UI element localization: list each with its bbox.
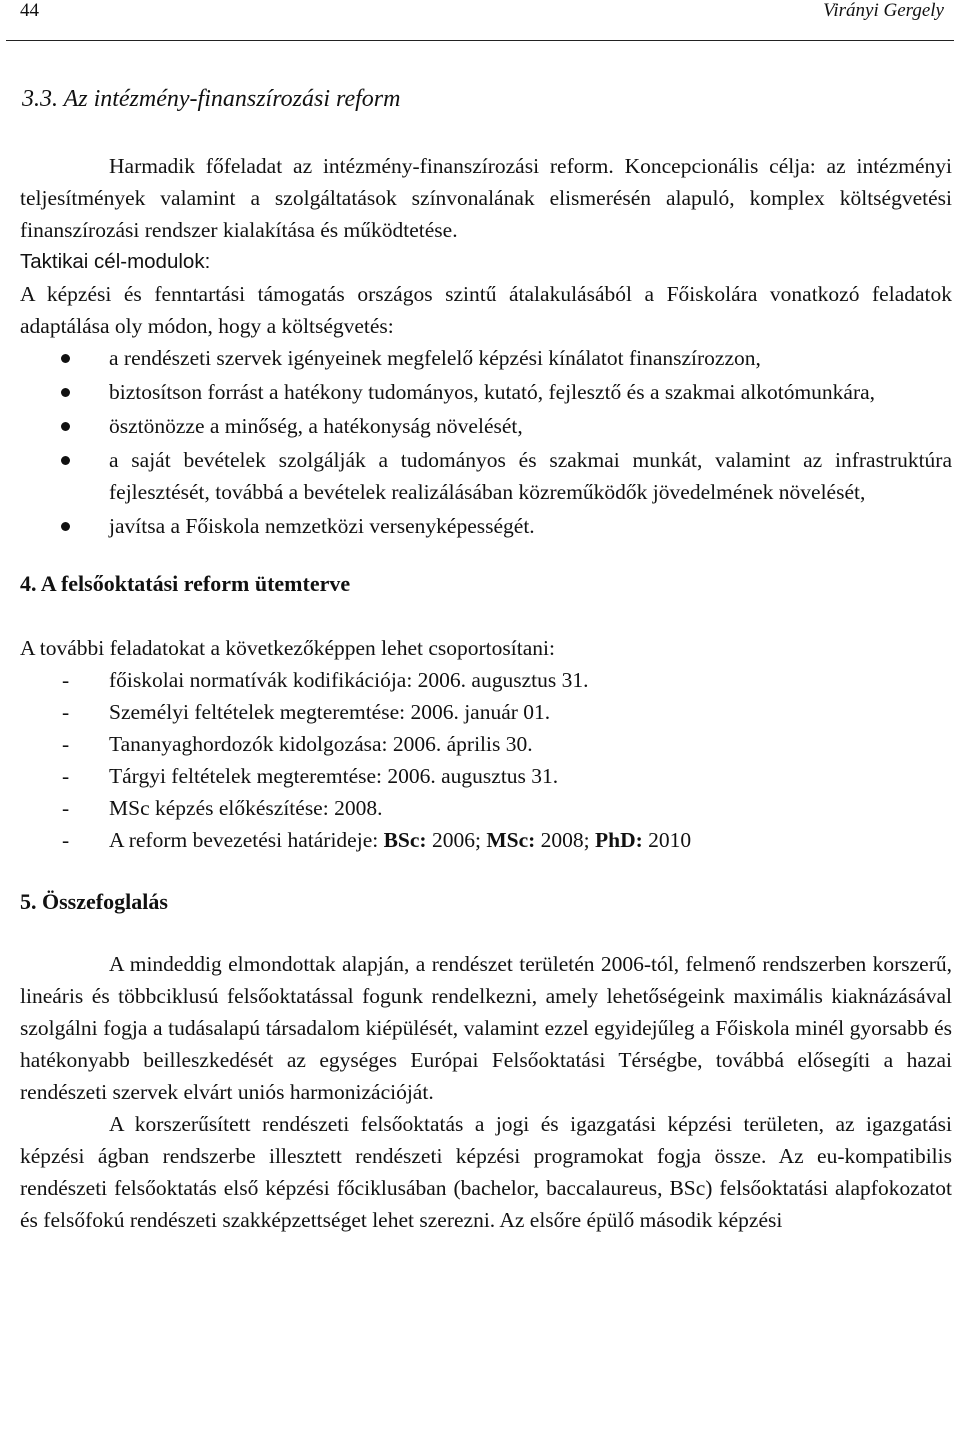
msc-value: 2008; xyxy=(535,828,596,852)
summary-paragraph-2: A korszerűsített rendészeti felsőoktatás a jogi és igazgatási képzési területen, az igazgatási képzési ágban rendszerbe illesztett rendészeti képzési programokat fogja össze. Az eu-kompatibilis rendészeti felsőoktatás első képzési főciklusában (bachelor, baccalaureus, BSc) felsőoktatási alapfokozatot és felsőfokú rendészeti szakképzettséget lehet szerezni. Az elsőre épülő második képzési xyxy=(20,1112,952,1232)
phd-label: PhD: xyxy=(595,828,643,852)
list-item: - Személyi feltételek megteremtése: 2006. január 01. xyxy=(20,696,952,728)
schedule-list xyxy=(20,664,952,856)
body-content xyxy=(20,150,952,1236)
deadline-prefix: A reform bevezetési határideje: xyxy=(109,828,384,852)
list-item: - Tananyaghordozók kidolgozása: 2006. április 30. xyxy=(20,728,952,760)
page-number: 44 xyxy=(20,0,39,21)
tactical-label: Taktikai cél-modulok: xyxy=(20,250,211,273)
list-item: a rendészeti szervek igényeinek megfelelő képzési kínálatot finanszírozzon, xyxy=(20,342,952,374)
tactical-bullet-list xyxy=(20,342,952,542)
reform-intro: A további feladatokat a következőképpen lehet csoportosítani: xyxy=(20,636,555,660)
list-item: a saját bevételek szolgálják a tudományos és szakmai munkát, valamint az infrastruktúra fejlesztését, továbbá a bevételek realizálásában közreműködők jövedelmének növelését, xyxy=(20,444,952,508)
phd-value: 2010 xyxy=(642,828,692,852)
list-item: ösztönözze a minőség, a hatékonyság növelését, xyxy=(20,410,952,442)
msc-label: MSc: xyxy=(486,828,536,852)
page-header xyxy=(20,0,944,26)
list-item: javítsa a Főiskola nemzetközi versenyképességét. xyxy=(20,510,952,542)
list-item: - MSc képzés előkészítése: 2008. xyxy=(20,792,952,824)
list-item: biztosítson forrást a hatékony tudományos, kutató, fejlesztő és a szakmai alkotómunkára, xyxy=(20,376,952,408)
summary-heading: 5. Összefoglalás xyxy=(20,889,168,914)
bsc-label: BSc: xyxy=(383,828,427,852)
reform-heading: 4. A felsőoktatási reform ütemterve xyxy=(20,571,351,596)
header-author: Virányi Gergely xyxy=(823,0,944,21)
section-title: 3.3. Az intézmény-finanszírozási reform xyxy=(22,86,401,112)
list-item: - Tárgyi feltételek megteremtése: 2006. augusztus 31. xyxy=(20,760,952,792)
header-rule xyxy=(6,40,954,41)
summary-paragraph-1: A mindeddig elmondottak alapján, a rendészet területén 2006-tól, felmenő rendszerben korszerű, lineáris és többciklusú felsőoktatással fogunk rendelkezni, amely lehetőségeink maximális kiaknázásával szolgálni fogja a tudásalapú társadalom kiépülését, valamint ezzel egyidejűleg a Főiskola minél gyorsabb és hatékonyabb beilleszkedését az egységes Európai Felsőoktatási Térségbe, továbbá elősegíti a hazai rendészeti szervek elvárt uniós harmonizációját. xyxy=(20,952,952,1104)
tactical-paragraph: A képzési és fenntartási támogatás országos szintű átalakulásából a Főiskolára vonatkozó feladatok adaptálása oly módon, hogy a költségvetés: xyxy=(20,282,952,338)
deadline-item xyxy=(20,824,952,856)
intro-paragraph: Harmadik főfeladat az intézmény-finanszírozási reform. Koncepcionális célja: az intézményi teljesítmények valamint a szolgáltatások színvonalának elismerésén alapuló, komplex költségvetési finanszírozási rendszer kialakítása és működtetése. xyxy=(20,154,952,242)
bsc-value: 2006; xyxy=(426,828,487,852)
list-item: - főiskolai normatívák kodifikációja: 2006. augusztus 31. xyxy=(20,664,952,696)
